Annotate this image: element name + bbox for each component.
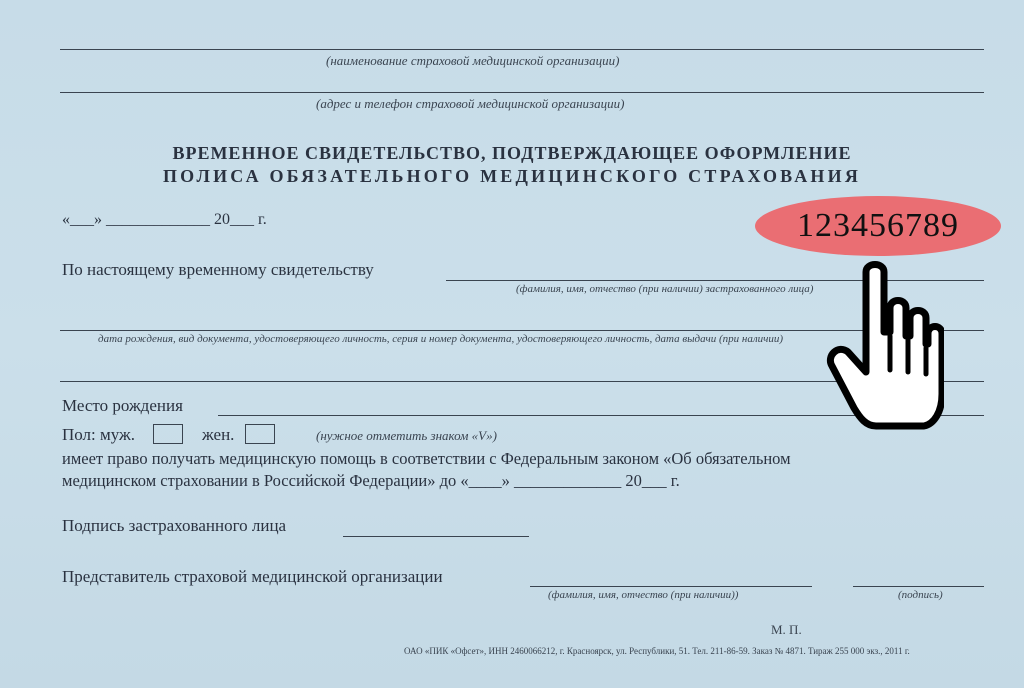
rights-text-line2[interactable]: медицинском страховании в Российской Федерации» до «____» _____________ 20___ г.: [62, 471, 680, 490]
org-address-caption: (адрес и телефон страховой медицинской организации): [316, 96, 625, 111]
representative-fio-line[interactable]: [530, 586, 812, 587]
printer-imprint: ОАО «ПИК «Офсет», ИНН 2460066212, г. Красноярск, ул. Республики, 51. Тел. 211-86-59. Заказ № 4871. Тираж 255 000 экз., 2011 г.: [404, 646, 910, 656]
gender-female-label: жен.: [202, 425, 235, 444]
org-name-caption: (наименование страховой медицинской организации): [326, 53, 620, 68]
fio-caption: (фамилия, имя, отчество (при наличии) застрахованного лица): [516, 283, 814, 295]
document-title-line2: ПОЛИСА ОБЯЗАТЕЛЬНОГО МЕДИЦИНСКОГО СТРАХОВАНИЯ: [162, 166, 862, 186]
hand-pointer-icon: [826, 258, 944, 434]
certificate-label: По настоящему временному свидетельству: [62, 260, 374, 279]
certificate-number: 123456789: [797, 207, 959, 244]
representative-fio-caption: (фамилия, имя, отчество (при наличии)): [548, 589, 739, 601]
gender-label: Пол: муж.: [62, 425, 136, 444]
gender-female-checkbox[interactable]: [245, 424, 275, 444]
birthplace-label: Место рождения: [62, 396, 183, 415]
signature-caption: (подпись): [898, 589, 943, 601]
representative-label: Представитель страховой медицинской организации: [62, 567, 443, 586]
stamp-label: М. П.: [771, 622, 802, 637]
org-name-line[interactable]: [60, 49, 984, 50]
rights-text-line1: имеет право получать медицинскую помощь в соответствии с Федеральным законом «Об обязательном: [62, 449, 791, 468]
gender-male-checkbox[interactable]: [153, 424, 183, 444]
gender-hint: (нужное отметить знаком «V»): [316, 428, 497, 443]
org-address-line[interactable]: [60, 92, 984, 93]
issue-date[interactable]: «___» _____________ 20___ г.: [62, 211, 267, 228]
representative-signature-line[interactable]: [853, 586, 984, 587]
certificate-number-badge: [755, 196, 1001, 256]
insured-signature-label: Подпись застрахованного лица: [62, 516, 287, 535]
insured-signature-line[interactable]: [343, 536, 529, 537]
document-caption: дата рождения, вид документа, удостоверяющего личность, серия и номер документа, удостоверяющего личность, дата выдачи (при наличии): [98, 333, 784, 345]
document-title-line1: ВРЕМЕННОЕ СВИДЕТЕЛЬСТВО, ПОДТВЕРЖДАЮЩЕЕ ОФОРМЛЕНИЕ: [172, 143, 852, 163]
